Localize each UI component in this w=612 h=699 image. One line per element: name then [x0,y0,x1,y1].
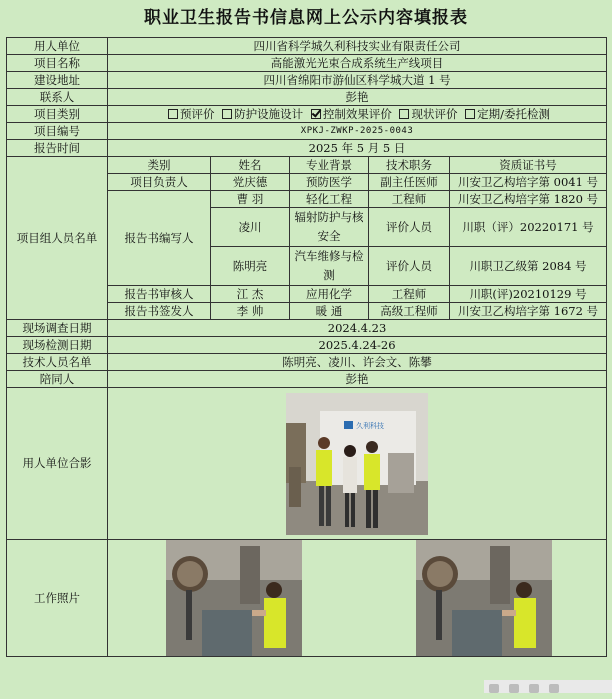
writer-title: 评价人员 [369,208,450,247]
report-time-label: 报告时间 [7,140,108,157]
code-value: XPKJ-ZWKP-2025-0043 [108,123,607,140]
work-photo-2 [416,540,552,656]
leader-title: 副主任医师 [369,174,450,191]
employer-value: 四川省科学城久利科技实业有限责任公司 [108,38,607,55]
viewer-toolbar [484,680,612,693]
writer-major: 汽车维修与检测 [290,247,369,286]
detect-date-label: 现场检测日期 [7,337,108,354]
disclosure-form-table [6,37,607,657]
signer-role: 报告书签发人 [108,303,211,320]
writer-role: 报告书编写人 [108,191,211,286]
writer-title: 评价人员 [369,247,450,286]
tech-staff-label: 技术人员名单 [7,354,108,371]
signer-name: 李 帅 [211,303,290,320]
address-label: 建设地址 [7,72,108,89]
leader-major: 预防医学 [290,174,369,191]
signer-cert: 川安卫乙构培字第 1672 号 [450,303,607,320]
checkbox-checked-icon[interactable] [311,109,321,119]
team-header-cert: 资质证书号 [450,157,607,174]
companion-label: 陪同人 [7,371,108,388]
writer-name: 陈明亮 [211,247,290,286]
writer-title: 工程师 [369,191,450,208]
team-header-title: 技术职务 [369,157,450,174]
writer-major: 辐射防护与核安全 [290,208,369,247]
team-header-major: 专业背景 [290,157,369,174]
writer-name: 曹 羽 [211,191,290,208]
team-header-category: 类别 [108,157,211,174]
reviewer-name: 江 杰 [211,286,290,303]
signer-major: 暖 通 [290,303,369,320]
download-icon[interactable] [529,684,539,693]
zoom-icon[interactable] [489,684,499,693]
photo-logo-text: 久利科技 [356,421,385,430]
reviewer-major: 应用化学 [290,286,369,303]
reviewer-title: 工程师 [369,286,450,303]
companion-value: 彭艳 [108,371,607,388]
team-label: 项目组人员名单 [7,157,108,320]
signer-title: 高级工程师 [369,303,450,320]
work-photo-1 [166,540,302,656]
category-option-status-evaluation[interactable]: 现状评价 [395,107,457,121]
category-option-periodic-detection[interactable]: 定期/委托检测 [461,107,550,121]
writer-cert: 川职（评）20220171 号 [450,208,607,247]
detect-date-value: 2025.4.24-26 [108,337,607,354]
address-value: 四川省绵阳市游仙区科学城大道 1 号 [108,72,607,89]
leader-role: 项目负责人 [108,174,211,191]
category-option-protection-design[interactable]: 防护设施设计 [218,107,303,121]
writer-name: 凌川 [211,208,290,247]
work-photo-label: 工作照片 [7,540,108,657]
checkbox-icon[interactable] [465,109,475,119]
project-name-value: 高能激光光束合成系统生产线项目 [108,55,607,72]
checkbox-icon[interactable] [222,109,232,119]
category-label: 项目类别 [7,106,108,123]
more-icon[interactable] [549,684,559,693]
group-photo-label: 用人单位合影 [7,388,108,540]
leader-cert: 川安卫乙构培字第 0041 号 [450,174,607,191]
leader-name: 党庆德 [211,174,290,191]
writer-cert: 川安卫乙构培字第 1820 号 [450,191,607,208]
checkbox-icon[interactable] [168,109,178,119]
work-photo-cell [108,540,607,657]
project-name-label: 项目名称 [7,55,108,72]
contact-label: 联系人 [7,89,108,106]
category-options [108,106,607,123]
code-label: 项目编号 [7,123,108,140]
survey-date-label: 现场调查日期 [7,320,108,337]
team-header-name: 姓名 [211,157,290,174]
work-photos [108,540,602,656]
rotate-icon[interactable] [509,684,519,693]
reviewer-cert: 川职(评)20210129 号 [450,286,607,303]
survey-date-value: 2024.4.23 [108,320,607,337]
group-photo [286,393,428,535]
contact-value: 彭艳 [108,89,607,106]
checkbox-icon[interactable] [399,109,409,119]
page-title: 职业卫生报告书信息网上公示内容填报表 [144,8,468,28]
reviewer-role: 报告书审核人 [108,286,211,303]
report-time-value: 2025 年 5 月 5 日 [108,140,607,157]
writer-major: 轻化工程 [290,191,369,208]
category-option-pre-evaluation[interactable]: 预评价 [164,107,215,121]
tech-staff-value: 陈明亮、凌川、许会文、陈攀 [108,354,607,371]
employer-label: 用人单位 [7,38,108,55]
group-photo-cell [108,388,607,540]
category-option-control-effect[interactable]: 控制效果评价 [307,107,392,121]
writer-cert: 川职卫乙级第 2084 号 [450,247,607,286]
